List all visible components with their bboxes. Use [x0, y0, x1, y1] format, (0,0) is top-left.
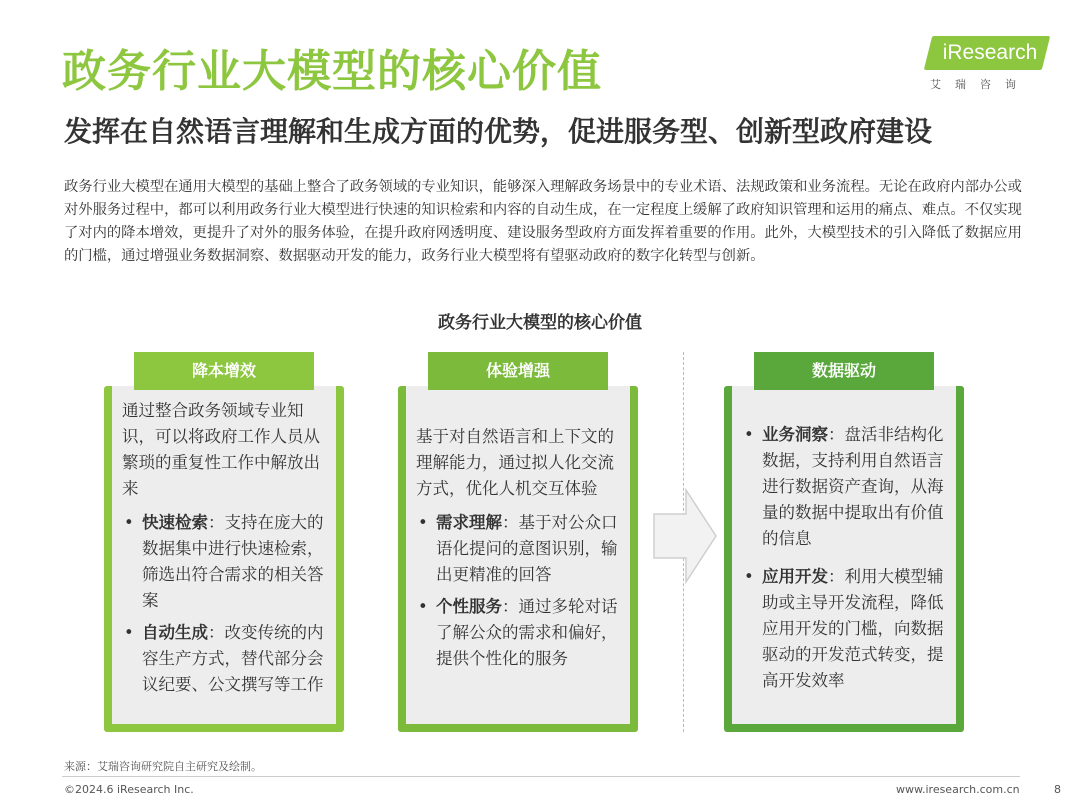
- right-arrow-icon: [652, 486, 718, 586]
- bullet-text: ：支持在庞大的数据集中进行快速检索，筛选出符合需求的相关答案: [142, 513, 324, 610]
- card-intro: 通过整合政务领域专业知识，可以将政府工作人员从繁琐的重复性工作中解放出来: [122, 401, 320, 498]
- list-item: [416, 510, 626, 588]
- bullet-term: 应用开发: [762, 567, 828, 586]
- bullet-list: [122, 510, 332, 698]
- footer-divider: [62, 776, 1020, 777]
- list-item: [122, 620, 332, 698]
- bullet-text: ：改变传统的内容生产方式，替代部分会议纪要、公文撰写等工作: [142, 623, 324, 694]
- value-card-data-driven: [724, 352, 964, 732]
- bullet-text: ：利用大模型辅助或主导开发流程，降低应用开发的门槛，向数据驱动的开发范式转变，提高开发效率: [762, 567, 944, 690]
- bullet-term: 个性服务: [436, 597, 502, 616]
- page-title: 政务行业大模型的核心价值: [62, 46, 602, 97]
- card-intro: 基于对自然语言和上下文的理解能力，通过拟人化交流方式，优化人机交互体验: [416, 427, 614, 498]
- card-body: [742, 422, 954, 700]
- bullet-text: ：基于对公众口语化提问的意图识别，输出更精准的回答: [436, 513, 618, 584]
- list-item: [742, 422, 954, 552]
- diagram-title: 政务行业大模型的核心价值: [438, 313, 642, 333]
- card-header: 降本增效: [134, 352, 314, 390]
- value-card-experience: [398, 352, 638, 732]
- page-number: 8: [1054, 783, 1061, 796]
- iresearch-logo: [922, 36, 1052, 96]
- bullet-term: 业务洞察: [762, 425, 828, 444]
- website-link[interactable]: www.iresearch.com.cn: [896, 783, 1020, 796]
- bullet-text: ：通过多轮对话了解公众的需求和偏好，提供个性化的服务: [436, 597, 618, 668]
- source-note: 来源：艾瑞咨询研究院自主研究及绘制。: [64, 760, 262, 773]
- bullet-term: 自动生成: [142, 623, 208, 642]
- intro-paragraph: 政务行业大模型在通用大模型的基础上整合了政务领域的专业知识，能够深入理解政务场景中的专业术语、法规政策和业务流程。无论在政府内部办公或对外服务过程中，都可以利用政务行业大模型进行快速的知识检索和内容的自动生成，在一定程度上缓解了政府知识管理和运用的痛点、难点。不仅实现了对内的降本增效，更提升了对外的服务体验，在提升政府网透明度、建设服务型政府方面发挥着重要的作用。此外，大模型技术的引入降低了数据应用的门槛，通过增强业务数据洞察、数据驱动开发的能力，政务行业大模型将有望驱动政府的数字化转型与创新。: [64, 179, 1022, 264]
- logo-chinese-name: 艾瑞咨询: [930, 78, 1030, 91]
- bullet-text: ：盘活非结构化数据，支持利用自然语言进行数据资产查询，从海量的数据中提取出有价值的信息: [762, 425, 944, 548]
- bullet-term: 需求理解: [436, 513, 502, 532]
- card-header: 体验增强: [428, 352, 608, 390]
- logo-text: iResearch: [942, 41, 1038, 64]
- copyright: ©2024.6 iResearch Inc.: [64, 783, 194, 796]
- value-card-cost-efficiency: [104, 352, 344, 732]
- card-body: [416, 424, 626, 678]
- page-subtitle: 发挥在自然语言理解和生成方面的优势，促进服务型、创新型政府建设: [64, 115, 933, 148]
- bullet-list: [416, 510, 626, 672]
- card-body: [122, 398, 332, 704]
- card-header: 数据驱动: [754, 352, 934, 390]
- list-item: [416, 594, 626, 672]
- list-item: [742, 564, 954, 694]
- bullet-list: [742, 422, 954, 694]
- list-item: [122, 510, 332, 614]
- bullet-term: 快速检索: [142, 513, 208, 532]
